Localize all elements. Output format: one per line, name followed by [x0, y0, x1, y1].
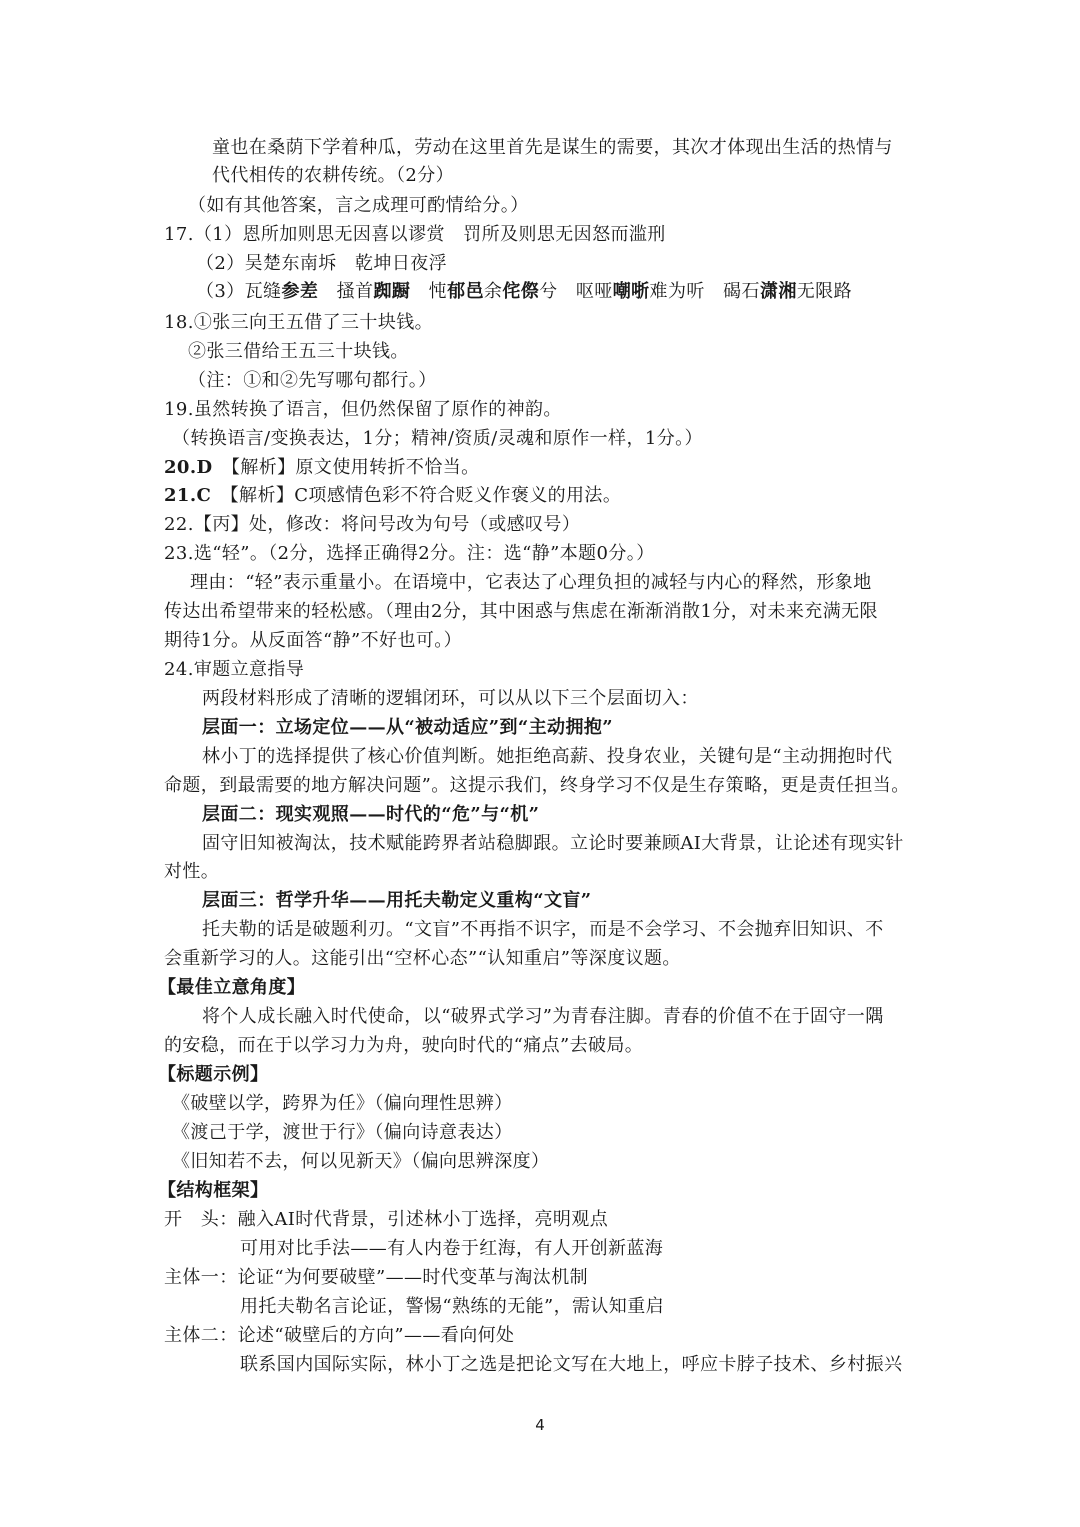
level-three-text-line-2: 会重新学习的人。这能引出“空杯心态”“认知重启”等深度议题。: [164, 948, 681, 969]
bold-word: 嘲哳: [612, 281, 650, 302]
bold-word: 侘傺: [502, 281, 540, 302]
line-segment: 兮 呕哑: [539, 281, 613, 302]
answer-17-line-2: （2）吴楚东南坼 乾坤日夜浮: [196, 253, 448, 274]
answer-21-analysis: 【解析】C项感情色彩不符合贬义作褒义的用法。: [211, 485, 622, 506]
best-angle-text-line-2: 的安稳，而在于以学习力为舟，驶向时代的“痛点”去破局。: [164, 1035, 644, 1056]
title-example-3: 《旧知若不去，何以见新天》（偏向思辨深度）: [172, 1151, 550, 1172]
answer-16-text-line-2: 代代相传的农耕传统。（2分）: [212, 165, 455, 186]
line-segment: 无限路: [796, 281, 852, 302]
bold-word: 郁邑: [447, 281, 484, 302]
structure-body-one: 主体一：论证“为何要破壁”——时代变革与淘汰机制: [164, 1267, 589, 1288]
level-two-text-line-1: 固守旧知被淘汰，技术赋能跨界者站稳脚跟。立论时要兼顾AI大背景，让论述有现实针: [202, 833, 904, 854]
answer-18-note: （注：①和②先写哪句都行。）: [188, 370, 437, 391]
answer-23-reason-line-2: 传达出希望带来的轻松感。（理由2分，其中困惑与焦虑在渐渐消散1分，对未来充满无限: [164, 601, 878, 622]
level-two-text-line-2: 对性。: [164, 861, 220, 882]
level-one-text-line-1: 林小丁的选择提供了核心价值判断。她拒绝高薪、投身农业，关键句是“主动拥抱时代: [202, 746, 893, 767]
answer-19-line: 19.虽然转换了语言，但仍然保留了原作的神韵。: [164, 399, 562, 420]
level-one-heading: 层面一：立场定位——从“被动适应”到“主动拥抱”: [202, 717, 614, 738]
answer-16-note: （如有其他答案，言之成理可酌情给分。）: [188, 195, 529, 216]
bold-word: 踟蹰: [373, 281, 411, 302]
answer-23-reason-line-3: 期待1分。从反面答“静”不好也可。）: [164, 630, 463, 651]
line-segment: （3）瓦缝: [196, 281, 282, 302]
answer-20-line: [164, 454, 480, 482]
answer-20-analysis: 【解析】原文使用转折不恰当。: [212, 457, 480, 478]
line-segment: 难为听 碣石: [649, 281, 760, 302]
answer-18-line-2: ②张三借给王五三十块钱。: [188, 341, 409, 362]
title-examples-heading: 【标题示例】: [158, 1064, 269, 1085]
structure-body-two-note: 联系国内国际实际，林小丁之选是把论文写在大地上，呼应卡脖子技术、乡村振兴: [240, 1354, 903, 1375]
answer-23-line: 23.选“轻”。（2分，选择正确得2分。注：选“静”本题0分。）: [164, 543, 655, 564]
line-segment: 忳: [410, 281, 448, 302]
level-three-text-line-1: 托夫勒的话是破题利刃。“文盲”不再指不识字，而是不会学习、不会抛弃旧知识、不: [202, 919, 884, 940]
answer-17-line-1: 17.（1）恩所加则思无因喜以谬赏 罚所及则思无因怒而滥刑: [164, 224, 666, 245]
line-segment: 余: [483, 281, 503, 302]
structure-opening: 开 头：融入AI时代背景，引述林小丁选择，亮明观点: [164, 1209, 609, 1230]
title-example-1: 《破壁以学，跨界为任》（偏向理性思辨）: [172, 1093, 513, 1114]
level-one-text-line-2: 命题，到最需要的地方解决问题”。这提示我们，终身学习不仅是生存策略，更是责任担当。: [164, 775, 910, 796]
answer-17-line-3: [196, 278, 852, 306]
answer-16-text-line-1: 童也在桑荫下学着种瓜，劳动在这里首先是谋生的需要，其次才体现出生活的热情与: [212, 137, 893, 158]
best-angle-heading: 【最佳立意角度】: [158, 977, 306, 998]
structure-body-one-note: 用托夫勒名言论证，警惕“熟练的无能”，需认知重启: [240, 1296, 665, 1317]
structure-body-two: 主体二：论述“破壁后的方向”——看向何处: [164, 1325, 515, 1346]
level-two-heading: 层面二：现实观照——时代的“危”与“机”: [202, 804, 540, 825]
line-segment: 搔首: [318, 281, 374, 302]
level-three-heading: 层面三：哲学升华——用托夫勒定义重构“文盲”: [202, 890, 592, 911]
answer-19-note: （转换语言/变换表达，1分；精神/资质/灵魂和原作一样，1分。）: [172, 428, 703, 449]
answer-24-intro: 两段材料形成了清晰的逻辑闭环，可以从以下三个层面切入：: [202, 688, 699, 709]
structure-heading: 【结构框架】: [158, 1180, 269, 1201]
answer-23-reason-line-1: 理由：“轻”表示重量小。在语境中，它表达了心理负担的减轻与内心的释然，形象地: [190, 572, 872, 593]
answer-24-heading: 24.审题立意指导: [164, 659, 305, 680]
answer-20-label: 20.D: [164, 457, 213, 478]
answer-21-label: 21.C: [164, 485, 212, 506]
page-number: 4: [535, 1416, 545, 1434]
structure-opening-note: 可用对比手法——有人内卷于红海，有人开创新蓝海: [240, 1238, 664, 1259]
answer-18-line-1: 18.①张三向王五借了三十块钱。: [164, 312, 434, 333]
title-example-2: 《渡己于学，渡世于行》（偏向诗意表达）: [172, 1122, 513, 1143]
bold-word: 潇湘: [759, 281, 797, 302]
answer-21-line: [164, 482, 621, 510]
answer-22-line: 22.【丙】处，修改：将问号改为句号（或感叹号）: [164, 514, 581, 535]
best-angle-text-line-1: 将个人成长融入时代使命，以“破界式学习”为青春注脚。青春的价值不在于固守一隅: [202, 1006, 884, 1027]
bold-word: 参差: [281, 281, 319, 302]
